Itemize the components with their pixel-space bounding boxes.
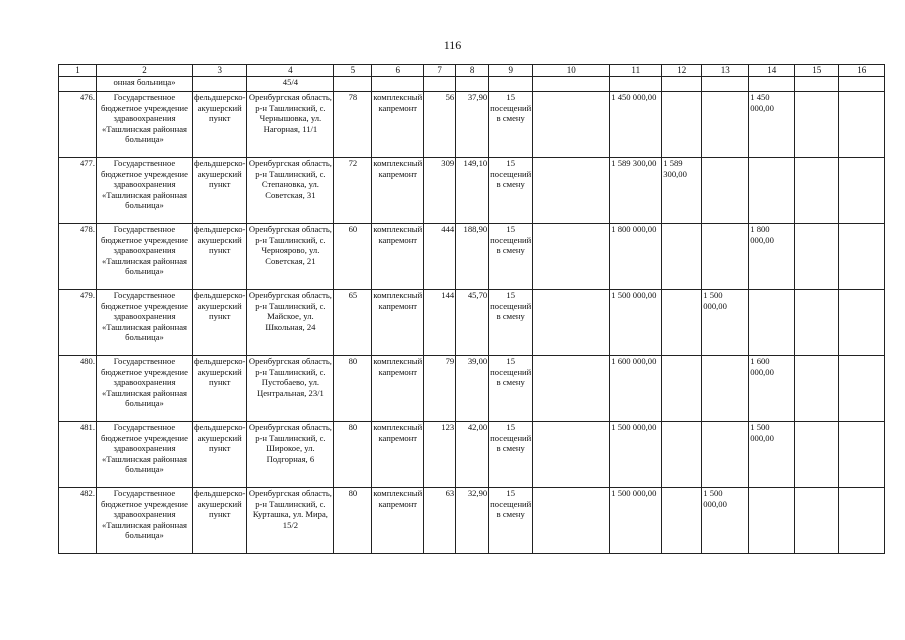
value-cell — [533, 488, 610, 554]
amount-cell: 1 600 000,00 — [749, 356, 795, 422]
value-cell — [795, 356, 839, 422]
value-cell: 79 — [424, 356, 456, 422]
amount-cell: 1 800 000,00 — [749, 224, 795, 290]
amount-cell — [749, 290, 795, 356]
org-name-cell: онная больница» — [97, 77, 193, 92]
amount-cell — [662, 290, 702, 356]
value-cell: 188,90 — [456, 224, 489, 290]
value-cell — [839, 422, 885, 488]
amount-cell: 1 589 300,00 — [610, 158, 662, 224]
amount-cell — [702, 422, 749, 488]
year-cell: 72 — [334, 158, 372, 224]
header-cell: 3 — [193, 65, 247, 77]
value-cell: 149,10 — [456, 158, 489, 224]
address-cell: Оренбургская область, р-н Ташлинский, с. Чернышовка, ул. Нагорная, 11/1 — [247, 92, 334, 158]
value-cell — [533, 224, 610, 290]
value-cell — [795, 158, 839, 224]
value-cell — [839, 290, 885, 356]
table-row — [59, 488, 885, 554]
value-cell — [839, 224, 885, 290]
facility-type-cell: фельдшерско-акушерский пункт — [193, 290, 247, 356]
facility-type-cell: фельдшерско-акушерский пункт — [193, 488, 247, 554]
cell — [795, 77, 839, 92]
address-cell: Оренбургская область, р-н Ташлинский, с. Пустобаево, ул. Центральная, 23/1 — [247, 356, 334, 422]
org-name-cell: Государственное бюджетное учреждение здравоохранения «Ташлинская районная больница» — [97, 158, 193, 224]
value-cell — [533, 92, 610, 158]
value-cell — [795, 422, 839, 488]
capacity-cell: 15 посещений в смену — [489, 92, 533, 158]
cell — [839, 77, 885, 92]
work-type-cell: комплексный капремонт — [372, 488, 424, 554]
amount-cell: 1 600 000,00 — [610, 356, 662, 422]
amount-cell — [702, 224, 749, 290]
work-type-cell: комплексный капремонт — [372, 92, 424, 158]
header-cell: 10 — [533, 65, 610, 77]
value-cell: 32,90 — [456, 488, 489, 554]
row-number-cell: 481. — [59, 422, 97, 488]
header-cell: 14 — [749, 65, 795, 77]
work-type-cell: комплексный капремонт — [372, 158, 424, 224]
value-cell — [839, 356, 885, 422]
header-cell: 6 — [372, 65, 424, 77]
amount-cell — [662, 488, 702, 554]
amount-cell — [662, 356, 702, 422]
amount-cell: 1 500 000,00 — [702, 488, 749, 554]
amount-cell: 1 500 000,00 — [702, 290, 749, 356]
cell — [533, 77, 610, 92]
cell — [193, 77, 247, 92]
value-cell: 63 — [424, 488, 456, 554]
facility-type-cell: фельдшерско-акушерский пункт — [193, 224, 247, 290]
header-cell: 2 — [97, 65, 193, 77]
row-number-cell: 478. — [59, 224, 97, 290]
header-cell: 12 — [662, 65, 702, 77]
facility-type-cell: фельдшерско-акушерский пункт — [193, 92, 247, 158]
header-cell: 15 — [795, 65, 839, 77]
year-cell: 78 — [334, 92, 372, 158]
header-cell: 4 — [247, 65, 334, 77]
address-cell: Оренбургская область, р-н Ташлинский, с. Широкое, ул. Подгорная, 6 — [247, 422, 334, 488]
cell — [610, 77, 662, 92]
table-row — [59, 158, 885, 224]
value-cell — [839, 158, 885, 224]
org-name-cell: Государственное бюджетное учреждение здравоохранения «Ташлинская районная больница» — [97, 290, 193, 356]
table-row — [59, 422, 885, 488]
header-row — [59, 65, 885, 77]
work-type-cell: комплексный капремонт — [372, 422, 424, 488]
table-row — [59, 224, 885, 290]
row-number-cell: 476. — [59, 92, 97, 158]
cell — [489, 77, 533, 92]
value-cell: 144 — [424, 290, 456, 356]
year-cell: 80 — [334, 488, 372, 554]
value-cell — [795, 290, 839, 356]
header-cell: 13 — [702, 65, 749, 77]
cell — [372, 77, 424, 92]
value-cell: 56 — [424, 92, 456, 158]
amount-cell: 1 800 000,00 — [610, 224, 662, 290]
value-cell: 309 — [424, 158, 456, 224]
header-cell: 1 — [59, 65, 97, 77]
address-cell: Оренбургская область, р-н Ташлинский, с. Курташка, ул. Мира, 15/2 — [247, 488, 334, 554]
value-cell — [795, 488, 839, 554]
value-cell — [533, 158, 610, 224]
amount-cell — [749, 158, 795, 224]
value-cell — [533, 356, 610, 422]
cell — [749, 77, 795, 92]
table-row — [59, 356, 885, 422]
amount-cell — [662, 422, 702, 488]
work-type-cell: комплексный капремонт — [372, 224, 424, 290]
value-cell — [795, 92, 839, 158]
row-number-cell: 480. — [59, 356, 97, 422]
amount-cell: 1 589 300,00 — [662, 158, 702, 224]
capacity-cell: 15 посещений в смену — [489, 224, 533, 290]
header-cell: 9 — [489, 65, 533, 77]
facility-type-cell: фельдшерско-акушерский пункт — [193, 356, 247, 422]
year-cell: 60 — [334, 224, 372, 290]
value-cell — [533, 290, 610, 356]
table-row — [59, 92, 885, 158]
value-cell: 37,90 — [456, 92, 489, 158]
facility-type-cell: фельдшерско-акушерский пункт — [193, 422, 247, 488]
header-cell: 11 — [610, 65, 662, 77]
value-cell: 45,70 — [456, 290, 489, 356]
cell — [59, 77, 97, 92]
amount-cell: 1 450 000,00 — [610, 92, 662, 158]
org-name-cell: Государственное бюджетное учреждение здравоохранения «Ташлинская районная больница» — [97, 92, 193, 158]
amount-cell — [702, 356, 749, 422]
value-cell — [839, 488, 885, 554]
work-type-cell: комплексный капремонт — [372, 290, 424, 356]
capacity-cell: 15 посещений в смену — [489, 422, 533, 488]
header-cell: 7 — [424, 65, 456, 77]
row-number-cell: 479. — [59, 290, 97, 356]
address-cell: Оренбургская область, р-н Ташлинский, с. Майское, ул. Школьная, 24 — [247, 290, 334, 356]
year-cell: 65 — [334, 290, 372, 356]
cell — [424, 77, 456, 92]
address-cell: Оренбургская область, р-н Ташлинский, с. Степановка, ул. Советская, 31 — [247, 158, 334, 224]
org-name-cell: Государственное бюджетное учреждение здравоохранения «Ташлинская районная больница» — [97, 224, 193, 290]
value-cell: 123 — [424, 422, 456, 488]
year-cell: 80 — [334, 356, 372, 422]
amount-cell: 1 500 000,00 — [749, 422, 795, 488]
value-cell — [839, 92, 885, 158]
amount-cell: 1 500 000,00 — [610, 290, 662, 356]
work-type-cell: комплексный капремонт — [372, 356, 424, 422]
facility-type-cell: фельдшерско-акушерский пункт — [193, 158, 247, 224]
value-cell — [795, 224, 839, 290]
address-cell: Оренбургская область, р-н Ташлинский, с. Черноярово, ул. Советская, 21 — [247, 224, 334, 290]
cell — [662, 77, 702, 92]
address-cell: 45/4 — [247, 77, 334, 92]
header-cell: 16 — [839, 65, 885, 77]
year-cell: 80 — [334, 422, 372, 488]
capacity-cell: 15 посещений в смену — [489, 356, 533, 422]
value-cell: 444 — [424, 224, 456, 290]
amount-cell: 1 450 000,00 — [749, 92, 795, 158]
value-cell: 39,00 — [456, 356, 489, 422]
org-name-cell: Государственное бюджетное учреждение здравоохранения «Ташлинская районная больница» — [97, 488, 193, 554]
page-number: 116 — [443, 38, 462, 52]
org-name-cell: Государственное бюджетное учреждение здравоохранения «Ташлинская районная больница» — [97, 422, 193, 488]
cell — [334, 77, 372, 92]
capacity-cell: 15 посещений в смену — [489, 488, 533, 554]
amount-cell: 1 500 000,00 — [610, 422, 662, 488]
header-cell: 5 — [334, 65, 372, 77]
org-name-cell: Государственное бюджетное учреждение здравоохранения «Ташлинская районная больница» — [97, 356, 193, 422]
amount-cell — [749, 488, 795, 554]
amount-cell — [702, 92, 749, 158]
amount-cell — [702, 158, 749, 224]
value-cell — [533, 422, 610, 488]
header-cell: 8 — [456, 65, 489, 77]
amount-cell — [662, 92, 702, 158]
continuation-row — [59, 77, 885, 92]
capacity-cell: 15 посещений в смену — [489, 290, 533, 356]
amount-cell — [662, 224, 702, 290]
amount-cell: 1 500 000,00 — [610, 488, 662, 554]
row-number-cell: 477. — [59, 158, 97, 224]
table-row — [59, 290, 885, 356]
row-number-cell: 482. — [59, 488, 97, 554]
capacity-cell: 15 посещений в смену — [489, 158, 533, 224]
cell — [456, 77, 489, 92]
data-table — [58, 64, 885, 554]
value-cell: 42,00 — [456, 422, 489, 488]
cell — [702, 77, 749, 92]
